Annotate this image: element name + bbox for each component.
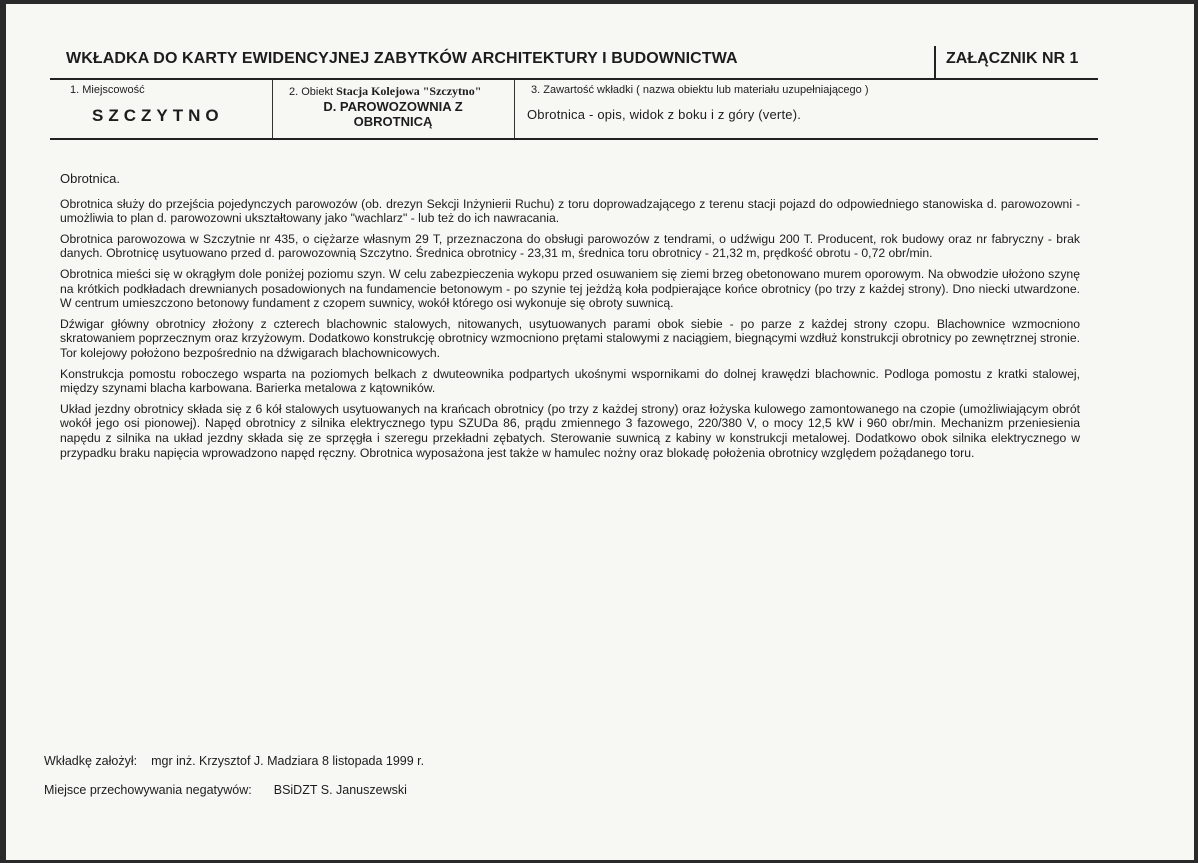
- object-cell: [272, 80, 514, 138]
- author-value: mgr inż. Krzysztof J. Madziara 8 listopada 1999 r.: [151, 754, 425, 768]
- paragraph: Obrotnica mieści się w okrągłym dole poniżej poziomu szyn. W celu zabezpieczenia wykopu przed osuwaniem się ziemi brzeg obetonowano murem oporowym. Na obwodzie ułożono szynę na krótkich podkładach drewnianych posadowionych na fundamencie betonowym - po szynie tej jeżdżą koła podpierające końce obrotnicy (po trzy z każdej strony). Dno niecki utwardzone. W centrum umieszczono betonowy fundament z czopem suwnicy, wokół którego osi wykonuje się obroty suwnicą.: [60, 266, 1080, 311]
- description-body: [60, 172, 1080, 466]
- object-label: 2. Obiekt: [289, 86, 334, 98]
- locality-label: 1. Miejscowość: [70, 84, 145, 96]
- storage-line: [44, 783, 407, 797]
- paragraph: Dźwigar główny obrotnicy złożony z czterech blachownic stalowych, nitowanych, usytuowanych parami obok siebie - po parze z każdej strony czopu. Blachownice wzmocniono skratowaniem poprzecznym oraz krzyżowym. Dodatkowo konstrukcję obrotnicy wzmocniono prętami stalowymi z naciągiem, biegnącymi wzdłuż konstrukcji obrotnicy po zewnętrznej stronie. Tor kolejowy położono bezpośrednio na dźwigarach blachownicowych.: [60, 316, 1080, 360]
- form-title: WKŁADKA DO KARTY EWIDENCYJNEJ ZABYTKÓW ARCHITEKTURY I BUDOWNICTWA: [66, 50, 738, 67]
- paragraph: Konstrukcja pomostu roboczego wsparta na poziomych belkach z dwuteownika podpartych ukośnymi wspornikami do dolnej krawędzi blachownic. Podloga pomostu z kratki stalowej, między szynami blacha karbowana. Barierka metalowa z kątowników.: [60, 366, 1080, 396]
- author-label: Wkładkę założył:: [44, 754, 138, 768]
- storage-value: BSiDZT S. Januszewski: [273, 783, 407, 797]
- locality-cell: [50, 80, 272, 138]
- form-fields-row: [50, 80, 1098, 140]
- object-label-line: [289, 84, 481, 99]
- object-name: D. PAROWOZOWNIA Z OBROTNICĄ: [323, 99, 463, 129]
- paragraph: Obrotnica parowozowa w Szczytnie nr 435, o ciężarze własnym 29 T, przeznaczona do obsługi parowozów z tendrami, o udźwigu 200 T. Producent, rok budowy oraz nr fabryczny - brak danych. Obrotnicę usytuowano przed d. parowozownią Szczytno. Średnica obrotnicy - 23,31 m, średnica toru obrotnicy - 21,32 m, prędkość obrotu - 0,72 obr/min.: [60, 231, 1080, 261]
- paragraph: Obrotnica służy do przejścia pojedynczych parowozów (ob. drezyn Sekcji Inżynierii Ruchu) z toru doprowadzającego z terenu stacji pojazd do odpowiedniego stanowiska d. parowozowni - umożliwia to plan d. parowozowni ukształtowany jako "wachlarz" - lub też do ich nawracania.: [60, 196, 1080, 226]
- section-heading: Obrotnica.: [60, 171, 120, 186]
- document-sheet: [6, 4, 1194, 860]
- attachment-number: ZAŁĄCZNIK NR 1: [946, 50, 1079, 67]
- object-station: Stacja Kolejowa "Szczytno": [336, 84, 482, 98]
- locality-value: SZCZYTNO: [92, 106, 224, 125]
- form-header: [50, 44, 1098, 80]
- contents-label: 3. Zawartość wkładki ( nazwa obiektu lub materiału uzupełniającego ): [531, 84, 869, 96]
- contents-cell: [514, 80, 1098, 138]
- contents-value: Obrotnica - opis, widok z boku i z góry (verte).: [527, 107, 802, 122]
- storage-label: Miejsce przechowywania negatywów:: [44, 783, 252, 797]
- author-line: [44, 754, 424, 768]
- header-divider: [934, 46, 936, 78]
- paragraph: Układ jezdny obrotnicy składa się z 6 kół stalowych usytuowanych na krańcach obrotnicy (po trzy z każdej strony) oraz łożyska kulowego zamontowanego na czopie (umożliwiającym obrót wokół jego osi pionowej). Napęd obrotnicy z silnika elektrycznego typu SZUDa 86, prądu zmiennego 3 fazowego, 220/380 V, o mocy 12,5 kW i 960 obr/min. Mechanizm przeniesienia napędu z silnika na układ jezdny składa się ze sprzęgła i szeregu przekładni zębatych. Sterowanie suwnicą z kabiny w konstrukcji metalowej. Dodatkowo obok silnika elektrycznego w przypadku braku napięcia wprowadzono napęd ręczny. Obrotnica wyposażona jest także w hamulec nożny oraz blokadę położenia obrotnicy względem pożądanego toru.: [60, 401, 1080, 460]
